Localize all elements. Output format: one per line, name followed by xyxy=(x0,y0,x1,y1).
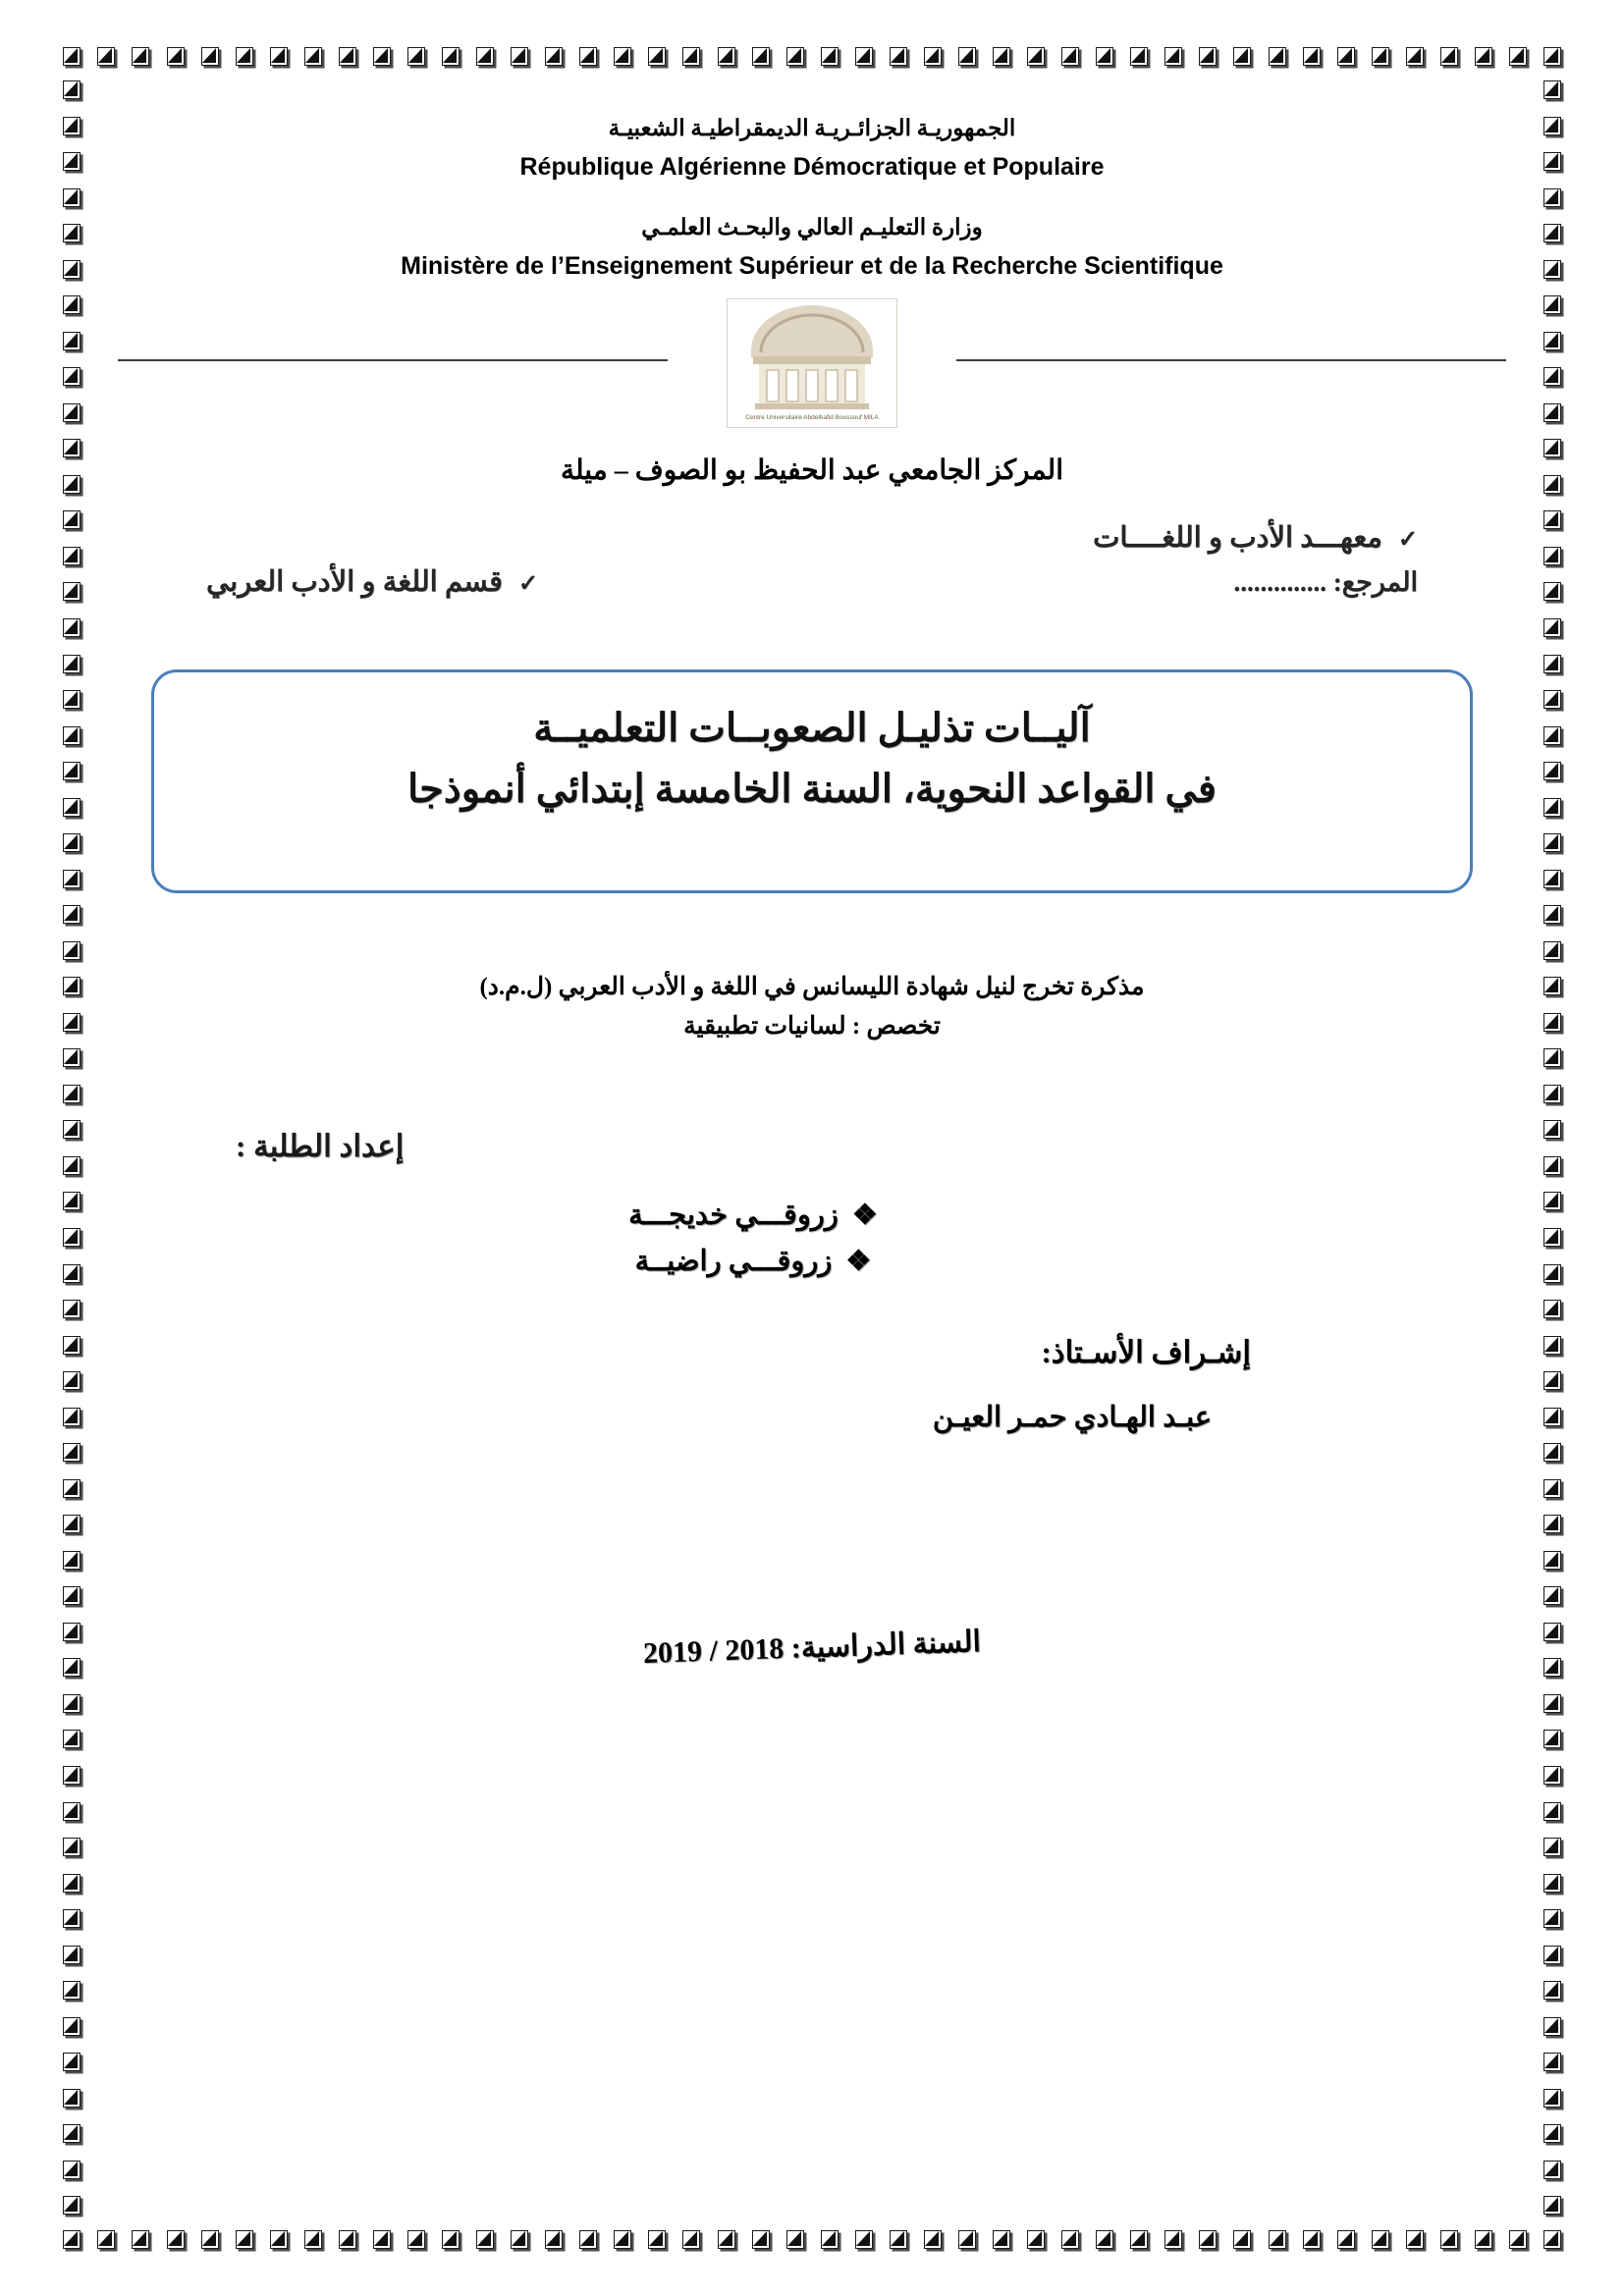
border-square-icon xyxy=(1231,2228,1253,2252)
border-square-icon xyxy=(1231,45,1253,69)
border-square-icon xyxy=(61,724,82,748)
border-square-icon xyxy=(1059,2228,1081,2252)
border-square-icon xyxy=(61,2122,82,2146)
ministry-arabic: وزارة التعليـم العالي والبحـث العلمـي xyxy=(641,215,983,240)
border-square-icon xyxy=(61,473,82,497)
thesis-title-line-1: آليــات تذليـل الصعوبــات التعلميــة xyxy=(533,706,1091,750)
border-square-icon xyxy=(819,45,840,69)
student-name: زروقـــي خديجـــة xyxy=(628,1200,839,1231)
border-square-icon xyxy=(853,45,875,69)
border-square-icon xyxy=(61,1692,82,1716)
department-reference-row xyxy=(118,564,1506,599)
border-square-icon xyxy=(1542,1190,1563,1213)
thesis-title-box xyxy=(151,669,1473,893)
border-square-icon xyxy=(922,2228,944,2252)
border-square-icon xyxy=(680,2228,702,2252)
border-square-icon xyxy=(1542,688,1563,712)
border-square-icon xyxy=(1542,1800,1563,1824)
border-square-icon xyxy=(371,45,393,69)
border-square-icon xyxy=(61,294,82,317)
reference-label: المرجع: .............. xyxy=(1233,567,1418,597)
border-square-icon xyxy=(1542,401,1563,425)
border-square-icon xyxy=(1542,2228,1563,2252)
border-square-icon xyxy=(1542,330,1563,353)
institute-list xyxy=(118,520,1506,555)
border-square-icon xyxy=(1507,2228,1529,2252)
department-row xyxy=(206,564,538,599)
border-square-icon xyxy=(1542,724,1563,748)
border-square-icon xyxy=(1542,79,1563,102)
border-square-icon xyxy=(612,45,633,69)
border-square-icon xyxy=(785,45,806,69)
border-square-icon xyxy=(61,115,82,138)
department-label: قسم اللغة و الأدب العربي xyxy=(206,566,504,598)
border-square-icon xyxy=(165,45,187,69)
border-square-icon xyxy=(61,45,82,69)
border-square-icon xyxy=(1542,1477,1563,1501)
border-square-icon xyxy=(337,45,358,69)
border-square-icon xyxy=(199,2228,221,2252)
border-square-icon xyxy=(1542,258,1563,282)
border-square-icon xyxy=(1335,2228,1357,2252)
border-square-icon xyxy=(61,1728,82,1751)
border-square-icon xyxy=(1301,2228,1323,2252)
border-square-icon xyxy=(853,2228,875,2252)
border-square-icon xyxy=(1542,1369,1563,1393)
border-square-icon xyxy=(1094,2228,1115,2252)
border-square-icon xyxy=(612,2228,633,2252)
border-square-icon xyxy=(302,2228,324,2252)
border-square-icon xyxy=(302,45,324,69)
list-item xyxy=(118,1198,1388,1232)
border-square-icon xyxy=(1542,187,1563,210)
institute-row xyxy=(206,520,1418,555)
border-square-icon xyxy=(1542,796,1563,820)
border-square-icon xyxy=(1542,1621,1563,1644)
diamond-bullet-icon: ❖ xyxy=(851,1200,878,1231)
border-square-icon xyxy=(577,45,599,69)
border-square-icon xyxy=(199,45,221,69)
border-square-icon xyxy=(61,939,82,963)
border-square-icon xyxy=(1370,45,1391,69)
border-square-icon xyxy=(61,868,82,891)
border-square-icon xyxy=(1542,1979,1563,2002)
border-square-icon xyxy=(1542,580,1563,604)
border-square-icon xyxy=(1542,1872,1563,1896)
border-square-icon xyxy=(888,45,909,69)
border-square-icon xyxy=(61,1369,82,1393)
border-square-icon xyxy=(61,760,82,783)
border-square-icon xyxy=(922,45,944,69)
border-square-icon xyxy=(61,1406,82,1429)
border-square-icon xyxy=(1542,760,1563,783)
border-square-icon xyxy=(1542,222,1563,245)
border-square-icon xyxy=(371,2228,393,2252)
border-square-icon xyxy=(956,45,978,69)
border-square-icon xyxy=(1542,1406,1563,1429)
border-square-icon xyxy=(61,545,82,568)
border-row-bottom xyxy=(61,2228,1563,2252)
border-square-icon xyxy=(61,2159,82,2182)
border-square-icon xyxy=(750,45,772,69)
border-square-icon xyxy=(165,2228,187,2252)
border-square-icon xyxy=(61,258,82,282)
border-square-icon xyxy=(61,903,82,927)
border-square-icon xyxy=(1128,2228,1150,2252)
border-square-icon xyxy=(1542,1334,1563,1358)
border-square-icon xyxy=(543,2228,565,2252)
thesis-subtitle xyxy=(118,968,1506,1046)
border-square-icon xyxy=(1542,545,1563,568)
border-square-icon xyxy=(1542,2087,1563,2110)
border-square-icon xyxy=(991,45,1012,69)
border-square-icon xyxy=(61,796,82,820)
border-square-icon xyxy=(440,45,461,69)
border-square-icon xyxy=(61,1262,82,1286)
border-square-icon xyxy=(61,1944,82,1967)
border-square-icon xyxy=(1025,2228,1047,2252)
border-square-icon xyxy=(61,1872,82,1896)
border-square-icon xyxy=(61,1584,82,1608)
border-square-icon xyxy=(61,1190,82,1213)
border-square-icon xyxy=(1542,1728,1563,1751)
border-square-icon xyxy=(61,1441,82,1465)
specialty-line: تخصص : لسانيات تطبيقية xyxy=(683,1013,941,1040)
border-square-icon xyxy=(1128,45,1150,69)
border-square-icon xyxy=(61,222,82,245)
border-square-icon xyxy=(61,2228,82,2252)
border-square-icon xyxy=(61,688,82,712)
border-square-icon xyxy=(1542,1836,1563,1859)
border-square-icon xyxy=(61,975,82,998)
academic-year: السنة الدراسية: 2018 / 2019 xyxy=(642,1626,982,1670)
border-square-icon xyxy=(509,45,530,69)
republic-french: République Algérienne Démocratique et Populaire xyxy=(519,153,1105,181)
border-square-icon xyxy=(130,2228,151,2252)
student-name: زروقـــي راضيــة xyxy=(634,1246,833,1277)
border-square-icon xyxy=(1267,2228,1288,2252)
border-square-icon xyxy=(1542,975,1563,998)
border-square-icon xyxy=(1542,2194,1563,2217)
border-square-icon xyxy=(61,1226,82,1250)
border-square-icon xyxy=(61,580,82,604)
border-square-icon xyxy=(646,45,668,69)
border-square-icon xyxy=(95,2228,117,2252)
border-square-icon xyxy=(1542,115,1563,138)
border-square-icon xyxy=(1542,2015,1563,2039)
border-square-icon xyxy=(1542,150,1563,174)
border-square-icon xyxy=(95,45,117,69)
border-square-icon xyxy=(1542,45,1563,69)
border-square-icon xyxy=(1438,2228,1460,2252)
border-square-icon xyxy=(956,2228,978,2252)
border-square-icon xyxy=(61,1907,82,1931)
border-square-icon xyxy=(61,401,82,425)
supervisor-name: عبـد الهـادي حمـر العيـن xyxy=(932,1402,1212,1433)
border-square-icon xyxy=(61,1836,82,1859)
border-square-icon xyxy=(61,1154,82,1178)
border-square-icon xyxy=(1542,1046,1563,1070)
border-square-icon xyxy=(61,1118,82,1142)
border-square-icon xyxy=(1542,508,1563,532)
border-square-icon xyxy=(61,1513,82,1536)
border-square-icon xyxy=(61,508,82,532)
border-square-icon xyxy=(1542,1692,1563,1716)
border-square-icon xyxy=(1335,45,1357,69)
border-square-icon xyxy=(1542,1226,1563,1250)
border-square-icon xyxy=(680,45,702,69)
border-square-icon xyxy=(61,1083,82,1106)
border-square-icon xyxy=(1542,1764,1563,1788)
border-square-icon xyxy=(1059,45,1081,69)
border-square-icon xyxy=(1542,1011,1563,1035)
border-square-icon xyxy=(61,616,82,640)
border-square-icon xyxy=(1542,616,1563,640)
border-square-icon xyxy=(1542,1441,1563,1465)
border-square-icon xyxy=(1473,2228,1494,2252)
border-square-icon xyxy=(61,2015,82,2039)
border-square-icon xyxy=(1438,45,1460,69)
border-square-icon xyxy=(61,1298,82,1321)
border-square-icon xyxy=(1163,45,1184,69)
border-square-icon xyxy=(1301,45,1323,69)
border-square-icon xyxy=(234,2228,255,2252)
border-square-icon xyxy=(819,2228,840,2252)
border-column-left xyxy=(61,79,82,2218)
border-square-icon xyxy=(1542,868,1563,891)
border-square-icon xyxy=(61,1549,82,1573)
border-square-icon xyxy=(1542,1262,1563,1286)
border-square-icon xyxy=(1542,1584,1563,1608)
border-square-icon xyxy=(61,150,82,174)
border-column-right xyxy=(1542,79,1563,2218)
diamond-bullet-icon: ❖ xyxy=(845,1246,872,1277)
border-square-icon xyxy=(1404,2228,1426,2252)
border-square-icon xyxy=(785,2228,806,2252)
institute-label: معهـــد الأدب و اللغــــات xyxy=(1093,522,1382,554)
list-item xyxy=(118,1244,1388,1278)
republic-arabic: الجمهوريـة الجزائـريـة الديمقراطيـة الشعبيـة xyxy=(608,116,1016,140)
border-square-icon xyxy=(61,1800,82,1824)
border-square-icon xyxy=(1025,45,1047,69)
border-square-icon xyxy=(130,45,151,69)
border-square-icon xyxy=(61,365,82,389)
border-square-icon xyxy=(61,2051,82,2074)
border-square-icon xyxy=(268,45,290,69)
border-square-icon xyxy=(1542,903,1563,927)
border-row-top xyxy=(61,45,1563,69)
border-square-icon xyxy=(1404,45,1426,69)
logo-row xyxy=(118,298,1506,424)
border-square-icon xyxy=(61,437,82,460)
border-square-icon xyxy=(61,1477,82,1501)
border-square-icon xyxy=(1507,45,1529,69)
border-square-icon xyxy=(1542,2122,1563,2146)
border-square-icon xyxy=(61,2194,82,2217)
border-square-icon xyxy=(1094,45,1115,69)
border-square-icon xyxy=(406,45,427,69)
border-square-icon xyxy=(1542,1298,1563,1321)
border-square-icon xyxy=(1197,45,1218,69)
border-square-icon xyxy=(61,1011,82,1035)
border-square-icon xyxy=(474,2228,496,2252)
border-square-icon xyxy=(234,45,255,69)
border-square-icon xyxy=(268,2228,290,2252)
border-square-icon xyxy=(577,2228,599,2252)
border-square-icon xyxy=(509,2228,530,2252)
check-icon-department: ✓ xyxy=(518,571,539,597)
divider-left xyxy=(118,359,668,361)
border-square-icon xyxy=(646,2228,668,2252)
supervisor-header: إشـراف الأسـتاذ: xyxy=(1041,1335,1251,1369)
border-square-icon xyxy=(61,79,82,102)
border-square-icon xyxy=(1542,1118,1563,1142)
border-square-icon xyxy=(61,330,82,353)
border-square-icon xyxy=(61,653,82,676)
border-square-icon xyxy=(440,2228,461,2252)
border-square-icon xyxy=(61,1334,82,1358)
border-square-icon xyxy=(716,45,737,69)
border-square-icon xyxy=(1197,2228,1218,2252)
border-square-icon xyxy=(1542,294,1563,317)
ministry-french: Ministère de l’Enseignement Supérieur et de la Recherche Scientifique xyxy=(401,252,1223,280)
border-square-icon xyxy=(1163,2228,1184,2252)
check-icon: ✓ xyxy=(1397,527,1418,553)
border-square-icon xyxy=(1542,437,1563,460)
university-name: المركز الجامعي عبد الحفيظ بو الصوف – ميلة xyxy=(561,455,1063,486)
border-square-icon xyxy=(61,187,82,210)
border-square-icon xyxy=(61,1764,82,1788)
logo-caption: Centre Universitaire Abdelhafid Boussouf MILA xyxy=(745,414,879,421)
border-square-icon xyxy=(1542,1944,1563,1967)
divider-right xyxy=(956,359,1506,361)
border-square-icon xyxy=(888,2228,909,2252)
border-square-icon xyxy=(543,45,565,69)
border-square-icon xyxy=(1542,473,1563,497)
border-square-icon xyxy=(716,2228,737,2252)
border-square-icon xyxy=(61,1621,82,1644)
border-square-icon xyxy=(1542,1083,1563,1106)
thesis-title-line-2: في القواعد النحوية، السنة الخامسة إبتدائي أنموذجا xyxy=(406,767,1217,811)
border-square-icon xyxy=(337,2228,358,2252)
border-square-icon xyxy=(1542,939,1563,963)
border-square-icon xyxy=(1370,2228,1391,2252)
border-square-icon xyxy=(1473,45,1494,69)
border-square-icon xyxy=(61,1979,82,2002)
border-square-icon xyxy=(1542,831,1563,855)
border-square-icon xyxy=(1542,1656,1563,1680)
republic-header xyxy=(118,116,1506,182)
students-list xyxy=(118,1198,1506,1278)
border-square-icon xyxy=(1542,2159,1563,2182)
students-header: إعداد الطلبة : xyxy=(236,1129,405,1163)
border-square-icon xyxy=(1542,653,1563,676)
border-square-icon xyxy=(1542,1907,1563,1931)
border-square-icon xyxy=(474,45,496,69)
border-square-icon xyxy=(991,2228,1012,2252)
degree-line: مذكرة تخرج لنيل شهادة الليسانس في اللغة و الأدب العربي (ل.م.د) xyxy=(479,974,1145,1000)
border-square-icon xyxy=(61,2087,82,2110)
border-square-icon xyxy=(61,1046,82,1070)
border-square-icon xyxy=(61,831,82,855)
university-logo xyxy=(727,298,897,428)
border-square-icon xyxy=(1542,1549,1563,1573)
ministry-header xyxy=(118,215,1506,281)
border-square-icon xyxy=(1542,1154,1563,1178)
border-square-icon xyxy=(1542,2051,1563,2074)
border-square-icon xyxy=(61,1656,82,1680)
border-square-icon xyxy=(1267,45,1288,69)
border-square-icon xyxy=(750,2228,772,2252)
border-square-icon xyxy=(1542,365,1563,389)
cover-page-content xyxy=(118,94,1506,2202)
border-square-icon xyxy=(406,2228,427,2252)
border-square-icon xyxy=(1542,1513,1563,1536)
